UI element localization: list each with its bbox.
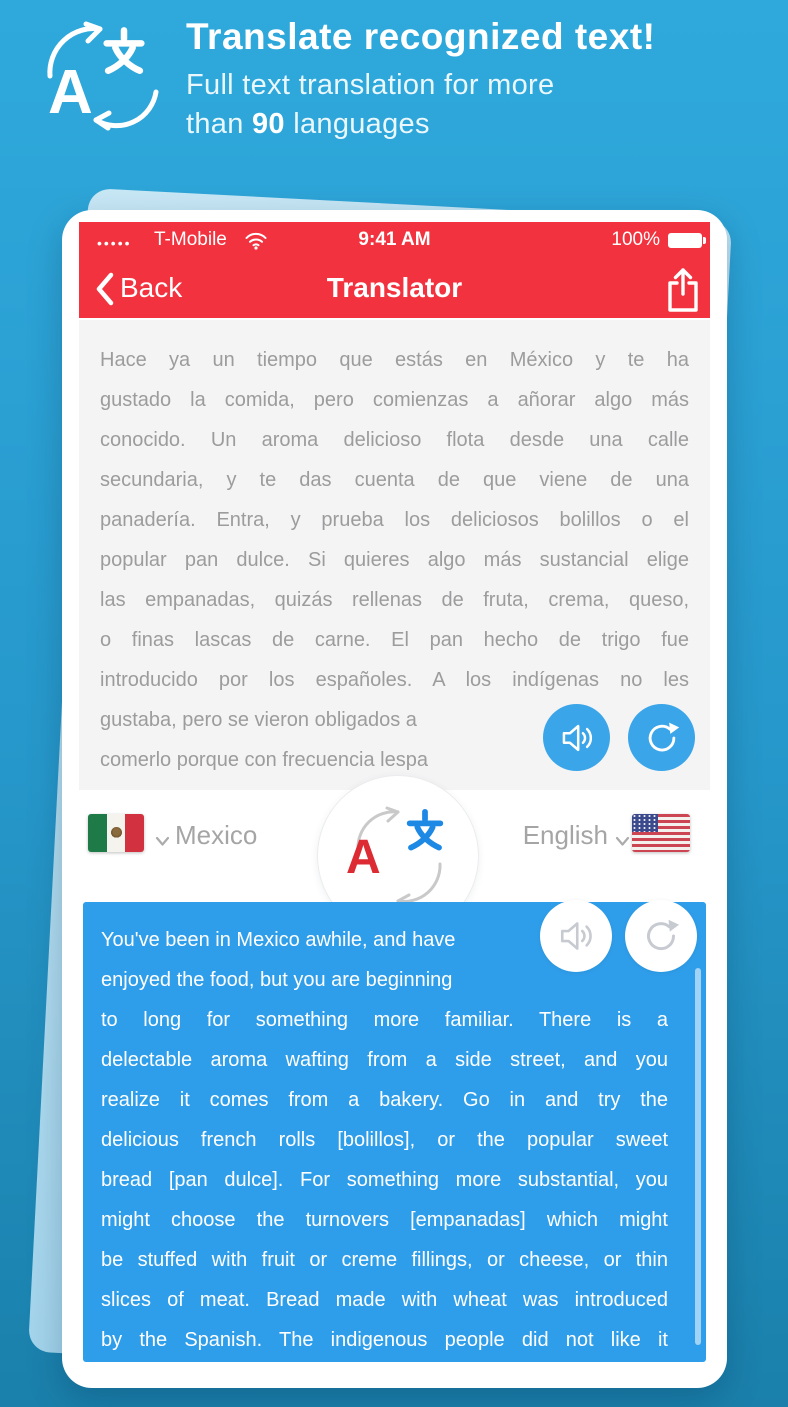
target-language-flag-usa[interactable] — [632, 814, 690, 852]
source-language-chevron-icon[interactable] — [155, 836, 170, 847]
subtitle-number: 90 — [252, 108, 285, 140]
source-text-panel[interactable] — [79, 320, 710, 790]
translate-icon — [38, 14, 188, 139]
battery-percent: 100% — [611, 229, 660, 250]
refresh-target-button[interactable] — [625, 900, 697, 972]
source-text-justified: Hace ya un tiempo que estás en México y te ha gustado la comida, pero comienzas a añorar algo más conocido. Un aroma delicioso flota desde una calle secundaria, y te das cuenta de que viene de una panadería. Entra, y prueba los deliciosos bolillos o el popular pan dulce. Si quieres algo más sustancial elige las empanadas, quizás rellenas de fruta, crema, queso, o finas lascas de carne. El pan hecho de trigo fue introducido por los españoles. A los indígenas no les — [100, 349, 689, 691]
refresh-icon — [643, 719, 681, 757]
battery-icon — [668, 233, 702, 248]
speak-target-button[interactable] — [540, 900, 612, 972]
headline: Translate recognized text! — [186, 16, 656, 57]
refresh-source-button[interactable] — [628, 704, 695, 771]
speaker-icon — [556, 916, 596, 956]
share-button[interactable] — [663, 266, 703, 314]
target-language-chevron-icon[interactable] — [615, 836, 630, 847]
source-language-label[interactable]: Mexico — [175, 820, 258, 850]
letter-a-glyph: A — [48, 58, 93, 127]
clock: 9:41 AM — [358, 229, 431, 250]
target-text-justified: to long for something more familiar. There is a delectable aroma wafting from a side street, and you realize it comes from a bakery. Go in and try the delicious french rolls [bolillos], or the popular sweet bread [pan dulce]. For something more substantial, you might choose the turnovers [empanadas] which might be stuffed with fruit or creme fillings, or cheese, or thin slices of meat. Bread made with wheat was introduced by the Spanish. The indigenous people did not like it — [101, 1009, 668, 1351]
app-header-bar — [79, 222, 710, 318]
subtitle-text-2: languages — [284, 108, 430, 140]
subtitle-line2 — [186, 108, 430, 141]
scrollbar[interactable] — [695, 968, 701, 1345]
source-language-flag-mexico[interactable] — [88, 814, 144, 852]
back-label: Back — [120, 272, 183, 303]
target-text-panel[interactable] — [83, 902, 706, 1362]
screen-title: Translator — [326, 272, 463, 303]
letter-a-glyph: A — [346, 831, 381, 884]
speaker-icon — [558, 719, 596, 757]
wen-character-icon — [402, 808, 448, 854]
subtitle-line1: Full text translation for more — [186, 69, 555, 101]
signal-dots-icon: ••••• — [97, 235, 132, 251]
speak-source-button[interactable] — [543, 704, 610, 771]
wen-character-icon — [98, 26, 150, 78]
subtitle-text: than — [186, 108, 252, 140]
target-text-short: You've been in Mexico awhile, and have enjoyed the food, but you are beginning — [101, 929, 456, 991]
target-language-label[interactable]: English — [522, 820, 608, 850]
carrier-label: T-Mobile — [154, 229, 227, 250]
phone-frame — [62, 210, 727, 1388]
refresh-icon — [641, 916, 681, 956]
source-text-short: gustaba, pero se vieron obligados a comerlo porque con frecuencia lespa — [100, 709, 428, 771]
